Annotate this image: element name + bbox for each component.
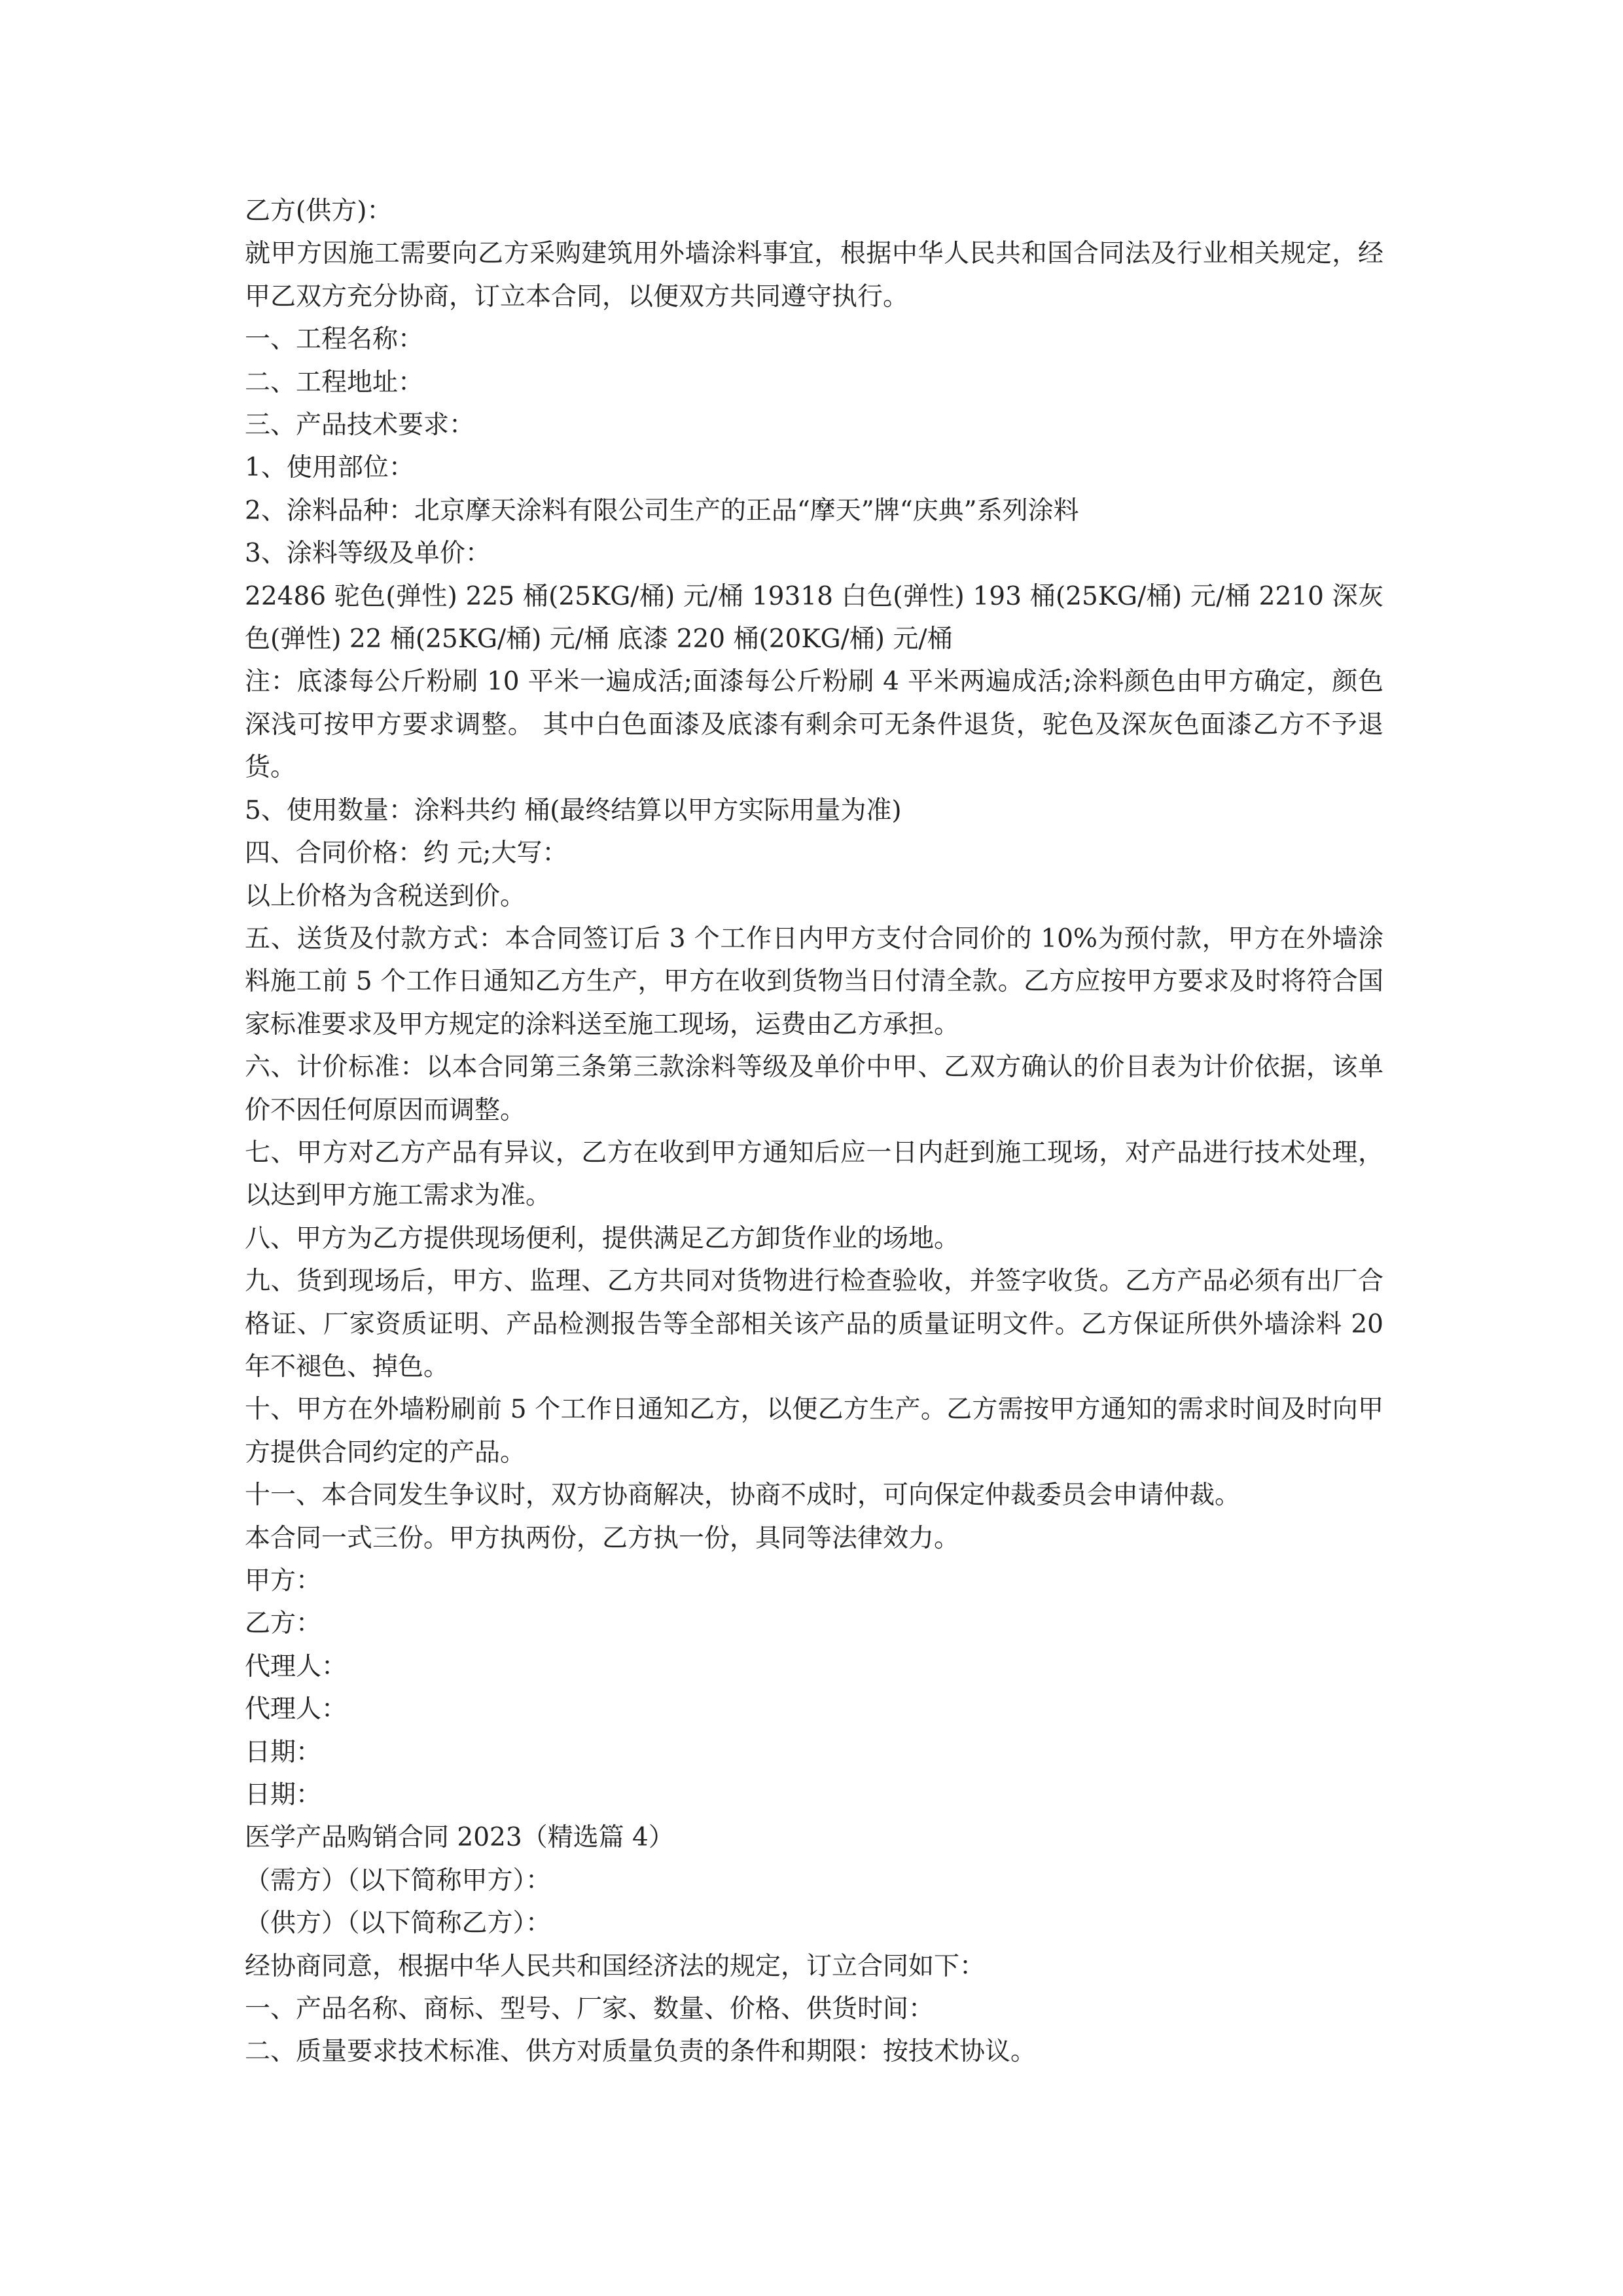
coating-type-line: 2、涂料品种：北京摩天涂料有限公司生产的正品“摩天”牌“庆典”系列涂料 (245, 495, 1079, 526)
supplier-line: （供方）（以下简称乙方）： (245, 1909, 552, 1939)
contract-price-line: 四、合同价格：约 元;大写： (245, 838, 568, 869)
site-convenience-line: 八、甲方为乙方提供现场便利，提供满足乙方卸货作业的场地。 (245, 1223, 960, 1253)
price-list-paragraph: 22486 驼色(弹性) 225 桶(25KG/桶) 元/桶 19318 白色(弹性) 193 桶(25KG/桶) 元/桶 2210 深灰色(弹性) 22 桶(25KG/桶) 元/桶 底漆 220 桶(20KG/桶) 元/桶 (245, 581, 1383, 655)
price-note-line: 以上价格为含税送到价。 (245, 881, 526, 911)
party-b-supplier-line: 乙方(供方)： (245, 196, 393, 226)
buyer-line: （需方）（以下简称甲方）： (245, 1865, 552, 1895)
signature-date-b: 日期： (245, 1780, 322, 1810)
objection-paragraph: 七、甲方对乙方产品有异议，乙方在收到甲方通知后应一日内赶到施工现场，对产品进行技术处理，以达到甲方施工需求为准。 (245, 1138, 1383, 1211)
preamble-paragraph: 就甲方因施工需要向乙方采购建筑用外墙涂料事宜，根据中华人民共和国合同法及行业相关规定，经甲乙双方充分协商，订立本合同，以便双方共同遵守执行。 (245, 239, 1383, 312)
dispute-line: 十一、本合同发生争议时，双方协商解决，协商不成时，可向保定仲裁委员会申请仲裁。 (245, 1480, 1241, 1511)
pricing-standard-paragraph: 六、计价标准：以本合同第三条第三款涂料等级及单价中甲、乙双方确认的价目表为计价依据，该单价不因任何原因而调整。 (245, 1052, 1383, 1125)
coating-grade-heading: 3、涂料等级及单价： (245, 539, 491, 569)
signature-party-a: 甲方： (245, 1566, 322, 1596)
signature-date-a: 日期： (245, 1737, 322, 1767)
quality-requirements-line: 二、质量要求技术标准、供方对质量负责的条件和期限：按技术协议。 (245, 2037, 1037, 2067)
note-paragraph: 注：底漆每公斤粉刷 10 平米一遍成活;面漆每公斤粉刷 4 平米两遍成活;涂料颜色由甲方确定，颜色深浅可按甲方要求调整。 其中白色面漆及底漆有剩余可无条件退货，驼色及深灰色面漆乙方不予退货。 (245, 667, 1383, 783)
section-title: 医学产品购销合同 2023（精选篇 4） (245, 1823, 674, 1853)
notification-paragraph: 十、甲方在外墙粉刷前 5 个工作日通知乙方，以便乙方生产。乙方需按甲方通知的需求时间及时向甲方提供合同约定的产品。 (245, 1395, 1383, 1467)
usage-location-line: 1、使用部位： (245, 453, 414, 483)
section-heading-tech-requirements: 三、产品技术要求： (245, 410, 475, 440)
quantity-line: 5、使用数量：涂料共约 桶(最终结算以甲方实际用量为准) (245, 795, 902, 825)
project-name-line: 一、工程名称： (245, 325, 424, 355)
signature-agent-b: 代理人： (245, 1695, 348, 1725)
agreement-intro-line: 经协商同意，根据中华人民共和国经济法的规定，订立合同如下： (245, 1951, 986, 1981)
project-address-line: 二、工程地址： (245, 367, 424, 397)
delivery-payment-paragraph: 五、送货及付款方式：本合同签订后 3 个工作日内甲方支付合同价的 10%为预付款，甲方在外墙涂料施工前 5 个工作日通知乙方生产，甲方在收到货物当日付清全款。乙方应按甲方要求及时将符合国家标准要求及甲方规定的涂料送至施工现场，运费由乙方承担。 (245, 924, 1383, 1039)
inspection-paragraph: 九、货到现场后，甲方、监理、乙方共同对货物进行检查验收，并签字收货。乙方产品必须有出厂合格证、厂家资质证明、产品检测报告等全部相关该产品的质量证明文件。乙方保证所供外墙涂料 20 年不褪色、掉色。 (245, 1266, 1383, 1382)
document-body (245, 190, 1383, 2073)
product-details-line: 一、产品名称、商标、型号、厂家、数量、价格、供货时间： (245, 1994, 935, 2024)
signature-party-b: 乙方： (245, 1609, 322, 1639)
signature-agent-a: 代理人： (245, 1651, 348, 1681)
copies-line: 本合同一式三份。甲方执两份，乙方执一份，具同等法律效力。 (245, 1523, 960, 1553)
